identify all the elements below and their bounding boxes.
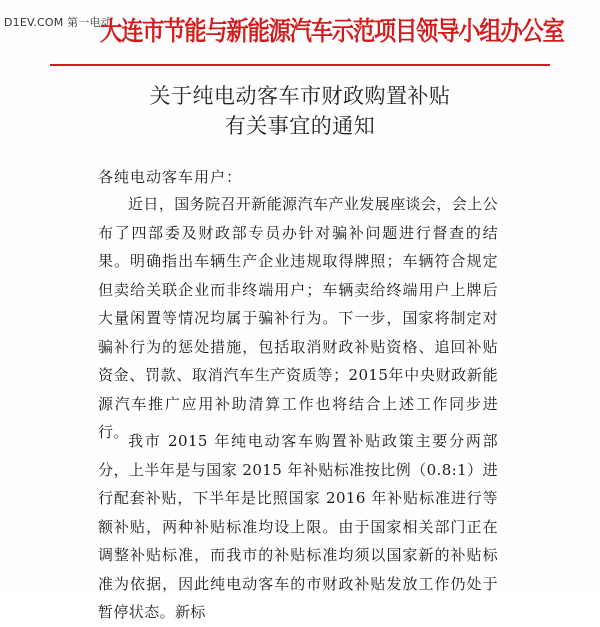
document-title-line-1: 关于纯电动客车市财政购置补贴 bbox=[149, 84, 451, 108]
document-title-line-2: 有关事宜的通知 bbox=[224, 114, 376, 138]
red-header-divider bbox=[50, 64, 550, 66]
issuing-organization-header: 大连市节能与新能源汽车示范项目领导小组办公室 bbox=[100, 17, 564, 47]
body-paragraph-2: 我市 2015 年纯电动客车购置补贴政策主要分两部分，上半年是与国家 2015 年补贴标准按比例（0.8:1）进行配套补贴，下半年是比照国家 2016 年补贴标准进行等额补贴，两种补贴标准均设上限。由于国家相关部门正在调整补贴标准，而我市的补贴标准均须以国家新的补贴标准为依据，因此纯电动客车的市财政补贴发放工作仍处于暂停状态。新标 bbox=[98, 432, 498, 621]
body-paragraph-1: 近日，国务院召开新能源汽车产业发展座谈会，会上公布了四部委及财政部专员办针对骗补问题进行督查的结果。明确指出车辆生产企业违规取得牌照；车辆符合规定但卖给关联企业而非终端用户；车辆卖给终端用户上牌后大量闲置等情况均属于骗补行为。下一步，国家将制定对骗补行为的惩处措施，包括取消财政补贴资格、追回补贴资金、罚款、取消汽车生产资质等；2015年中央财政新能源汽车推广应用补助清算工作也将结合上述工作同步进行。 bbox=[98, 195, 498, 441]
site-watermark: D1EV.COM 第一电动 bbox=[4, 16, 112, 29]
salutation: 各纯电动客车用户： bbox=[98, 168, 243, 186]
